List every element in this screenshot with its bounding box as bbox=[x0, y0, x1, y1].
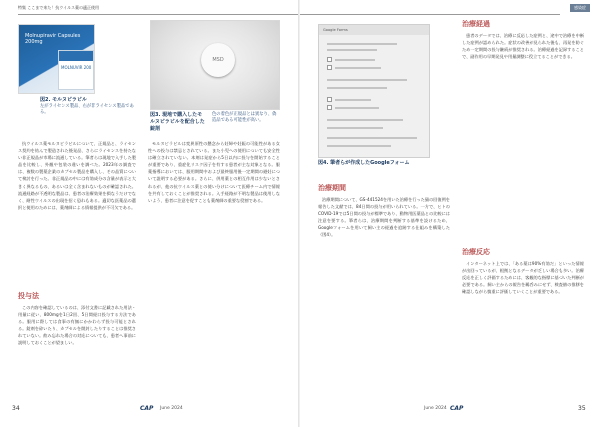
google-form-screenshot bbox=[318, 24, 430, 158]
form-checkbox bbox=[327, 65, 332, 70]
right-col3-text: インターネット上では、「ある薬は90%有効だ」といった情報が出回っているが、根拠となるデータが乏しい場合も多い。治療反応を正しく評価するためには、客観的な指標に基づいた判断が必要である。飼い主からの報告を鵜呑みにせず、検査値の推移を確認しながら慎重に評価していくことが重要である。 bbox=[462, 261, 584, 295]
left-column-1b bbox=[18, 304, 136, 396]
form-line bbox=[327, 43, 397, 45]
category-tag: 感染症 bbox=[570, 4, 590, 12]
left-column-1 bbox=[18, 140, 136, 288]
form-line bbox=[335, 99, 371, 101]
left-col1-text: 抗ウイルス薬モルヌピラビルについて、正規品と、ライセンス契約を結んで製造された後発品、さらにライセンスを持たない非正規品が市場に流通している。筆者らは現地で入手した製品を比較し、外観や包装の違いを調べた。2023年の調査では、複数の製薬企業のカプセル製品を購入し、その品質について検討を行った。非正規品の中には有効成分の含量が表示と大きく異なるもの、あるいは全く含まれないものが確認された。流通経路が不透明な製品は、患者の治療効果を損なうだけでなく、耐性ウイルスの出現を招く恐れもある。適切な医薬品の選択と使用のためには、薬剤師による情報提供が不可欠である。 bbox=[18, 141, 136, 210]
right-column-1 bbox=[318, 196, 450, 396]
right-col2-text: 患者のデータでは、治療に反応した症例と、途中で治療を中断した症例が認められた。症状の改善が見られた後も、再発を防ぐため一定期間の投与継続が推奨される。治療経過を記録することで、副作用の早期発見や用量調整に役立てることができる。 bbox=[462, 33, 584, 60]
form-line bbox=[327, 137, 417, 139]
form-line bbox=[327, 87, 387, 89]
right-column-3 bbox=[462, 260, 584, 396]
form-checkbox bbox=[327, 97, 332, 102]
figure3-title: 図3. 現地で購入したモルヌピラビルを配合した錠剤 bbox=[150, 112, 205, 132]
figure2-caption: 左がライセンス製品、右が非ライセンス製品である。 bbox=[40, 104, 134, 115]
form-line bbox=[327, 119, 403, 121]
box-brand: MOLNUVIR 200 bbox=[61, 65, 92, 70]
header-rule bbox=[18, 14, 300, 15]
left-column-2 bbox=[148, 140, 280, 396]
page-number-right: 35 bbox=[578, 405, 586, 412]
magazine-logo-right: CAP bbox=[450, 405, 464, 412]
box-band bbox=[59, 51, 93, 61]
left-col2-text: モルヌピラビルは変異原性の懸念から妊婦や妊娠の可能性がある女性への投与は禁忌とされている。また小児への使用についても安全性は確立されていない。本剤は発症から5日以内に投与を開始することが重要であり、重症化リスク因子を有する患者が主な対象となる。服薬指導においては、服用期間中および最終服用後一定期間の避妊について説明する必要がある。さらに、併用薬との相互作用は少ないとされるが、他の抗ウイルス薬との使い分けについて医療チーム内で情報を共有しておくことが推奨される。入手経路が不明な製品は使用しないよう、患者に注意を促すことも薬剤師の重要な役割である。 bbox=[148, 141, 280, 203]
section-heading-duration: 治療期間 bbox=[318, 184, 346, 192]
molnuvir-box-photo bbox=[58, 50, 94, 90]
form-line bbox=[327, 145, 391, 147]
issue-date-right: June 2024 bbox=[424, 406, 447, 411]
form-line bbox=[335, 107, 379, 109]
form-line bbox=[327, 49, 377, 51]
page-number-left: 34 bbox=[12, 405, 20, 412]
section-heading-response: 治療反応 bbox=[462, 248, 490, 256]
tablet: MSD bbox=[201, 43, 235, 77]
form-line bbox=[335, 59, 375, 61]
tablet-photo bbox=[150, 20, 280, 110]
form-checkbox bbox=[327, 105, 332, 110]
form-line bbox=[335, 67, 381, 69]
section-heading-course: 治療経過 bbox=[462, 20, 490, 28]
form-line bbox=[327, 127, 383, 129]
magazine-logo-left: CAP bbox=[140, 405, 154, 412]
form-checkbox bbox=[327, 57, 332, 62]
running-header: 特集 ここまで来た！抗ウイルス薬の適正使用 bbox=[18, 5, 100, 10]
left-col1b-text: この内容を確認しているのは、添付文書に記載された用法・用量に従い、800mgを1日2回、5日間経口投与する方法である。服用に際しては食事の有無にかかわらず投与可能とされる。錠剤を砕いたり、カプセルを開封したりすることは推奨されていない。飲み忘れた場合の対応についても、患者へ事前に説明しておくことが望ましい。 bbox=[18, 305, 136, 346]
header-rule-right bbox=[300, 14, 560, 15]
figure4-title: 図4. 筆者らが作成したGoogleフォーム bbox=[318, 160, 410, 166]
section-heading-dosage: 投与法 bbox=[18, 292, 39, 300]
right-column-2 bbox=[462, 32, 584, 232]
figure2-title: 図2. モルヌピラビル bbox=[40, 97, 87, 103]
right-col1-text: 治療期間について、GS-441524を用いた治療を行った猫の回復例を報告した文献では、84日間の投与が用いられている。一方で、ヒトのCOVID-19では5日間の投与が標準であり、動物用医薬品との比較には注意を要する。筆者らは、治療期間を判断する基準を設けるため、Googleフォームを用いて飼い主の経過を追跡する仕組みを構築した（図4）。 bbox=[318, 197, 450, 238]
issue-date-left: June 2024 bbox=[160, 406, 183, 411]
form-header: Google Forms bbox=[319, 25, 429, 35]
form-line bbox=[327, 79, 407, 81]
box-label: Molnupiravir Capsules 200mg bbox=[25, 33, 81, 45]
figure3-caption: 色の着色が正規品とは異なり、偽造品である可能性が高い。 bbox=[212, 112, 277, 123]
